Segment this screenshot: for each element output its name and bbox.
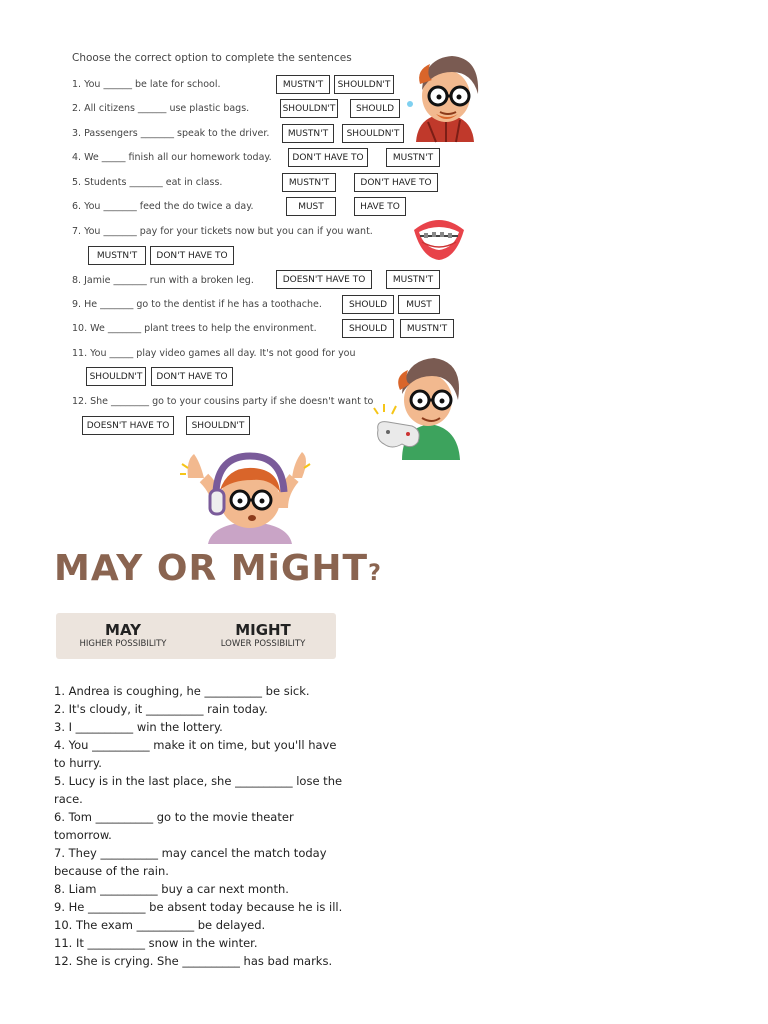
may-sentence-11: 11. It __________ snow in the winter. — [54, 936, 258, 950]
option-11b[interactable]: DON'T HAVE TO — [151, 367, 233, 386]
option-10a[interactable]: SHOULD — [342, 319, 394, 338]
might-subheading: LOWER POSSIBILITY — [220, 639, 306, 649]
may-heading: MAY — [105, 621, 141, 639]
sentence-4: 4. We _____ finish all our homework today. — [72, 152, 272, 163]
sentence-5: 5. Students _______ eat in class. — [72, 177, 223, 188]
option-4b[interactable]: MUSTN'T — [386, 148, 440, 167]
may-sentence-5: 5. Lucy is in the last place, she __________ lose the — [54, 774, 343, 788]
may-sentence-7-cont: because of the rain. — [54, 864, 169, 878]
may-subheading: HIGHER POSSIBILITY — [79, 639, 167, 649]
sentence-10: 10. We _______ plant trees to help the environment. — [72, 323, 317, 334]
may-might-box — [56, 613, 336, 659]
option-7b[interactable]: DON'T HAVE TO — [150, 246, 234, 265]
headphones-boy-illustration — [178, 448, 320, 544]
sentence-1: 1. You ______ be late for school. — [72, 79, 221, 90]
sentence-9: 9. He _______ go to the dentist if he has a toothache. — [72, 299, 322, 310]
option-2b[interactable]: SHOULD — [350, 99, 400, 118]
option-3b[interactable]: SHOULDN'T — [342, 124, 404, 143]
option-1a[interactable]: MUSTN'T — [276, 75, 330, 94]
sentence-11: 11. You _____ play video games all day. It's not good for you — [72, 348, 356, 359]
option-5b[interactable]: DON'T HAVE TO — [354, 173, 438, 192]
instructions: Choose the correct option to complete the sentences — [72, 52, 352, 64]
may-sentence-3: 3. I __________ win the lottery. — [54, 720, 223, 734]
option-6a[interactable]: MUST — [286, 197, 336, 216]
sentence-3: 3. Passengers _______ speak to the driver. — [72, 128, 270, 139]
title-question-mark: ? — [368, 561, 382, 586]
option-9b[interactable]: MUST — [398, 295, 440, 314]
option-5a[interactable]: MUSTN'T — [282, 173, 336, 192]
may-sentence-9: 9. He __________ be absent today because he is ill. — [54, 900, 343, 914]
sentence-12: 12. She ________ go to your cousins party if she doesn't want to — [72, 396, 374, 407]
option-11a[interactable]: SHOULDN'T — [86, 367, 146, 386]
option-12a[interactable]: DOESN'T HAVE TO — [82, 416, 174, 435]
may-sentence-5-cont: race. — [54, 792, 83, 806]
sentence-8: 8. Jamie _______ run with a broken leg. — [72, 275, 254, 286]
sentence-7: 7. You _______ pay for your tickets now but you can if you want. — [72, 226, 373, 237]
sentence-6: 6. You _______ feed the do twice a day. — [72, 201, 254, 212]
option-7a[interactable]: MUSTN'T — [88, 246, 146, 265]
option-12b[interactable]: SHOULDN'T — [186, 416, 250, 435]
option-9a[interactable]: SHOULD — [342, 295, 394, 314]
option-10b[interactable]: MUSTN'T — [400, 319, 454, 338]
may-sentence-7: 7. They __________ may cancel the match today — [54, 846, 327, 860]
may-sentence-4: 4. You __________ make it on time, but you'll have — [54, 738, 337, 752]
may-sentence-10: 10. The exam __________ be delayed. — [54, 918, 266, 932]
option-4a[interactable]: DON'T HAVE TO — [288, 148, 368, 167]
might-heading: MIGHT — [235, 621, 291, 639]
option-6b[interactable]: HAVE TO — [354, 197, 406, 216]
option-8b[interactable]: MUSTN'T — [386, 270, 440, 289]
gamer-boy-illustration — [372, 350, 470, 464]
option-2a[interactable]: SHOULDN'T — [280, 99, 338, 118]
may-sentence-12: 12. She is crying. She __________ has bad marks. — [54, 954, 333, 968]
option-1b[interactable]: SHOULDN'T — [334, 75, 394, 94]
may-sentence-2: 2. It's cloudy, it __________ rain today. — [54, 702, 268, 716]
may-sentence-4-cont: to hurry. — [54, 756, 102, 770]
sentence-2: 2. All citizens ______ use plastic bags. — [72, 103, 250, 114]
may-sentence-6: 6. Tom __________ go to the movie theater — [54, 810, 294, 824]
may-sentence-1: 1. Andrea is coughing, he __________ be sick. — [54, 684, 310, 698]
may-or-might-title: MAY OR MiGHT? — [54, 548, 382, 589]
option-3a[interactable]: MUSTN'T — [282, 124, 334, 143]
may-sentence-6-cont: tomorrow. — [54, 828, 112, 842]
nerd-boy-beanie-illustration — [402, 50, 486, 146]
braces-mouth-illustration — [410, 208, 468, 264]
may-sentence-8: 8. Liam __________ buy a car next month. — [54, 882, 289, 896]
option-8a[interactable]: DOESN'T HAVE TO — [276, 270, 372, 289]
